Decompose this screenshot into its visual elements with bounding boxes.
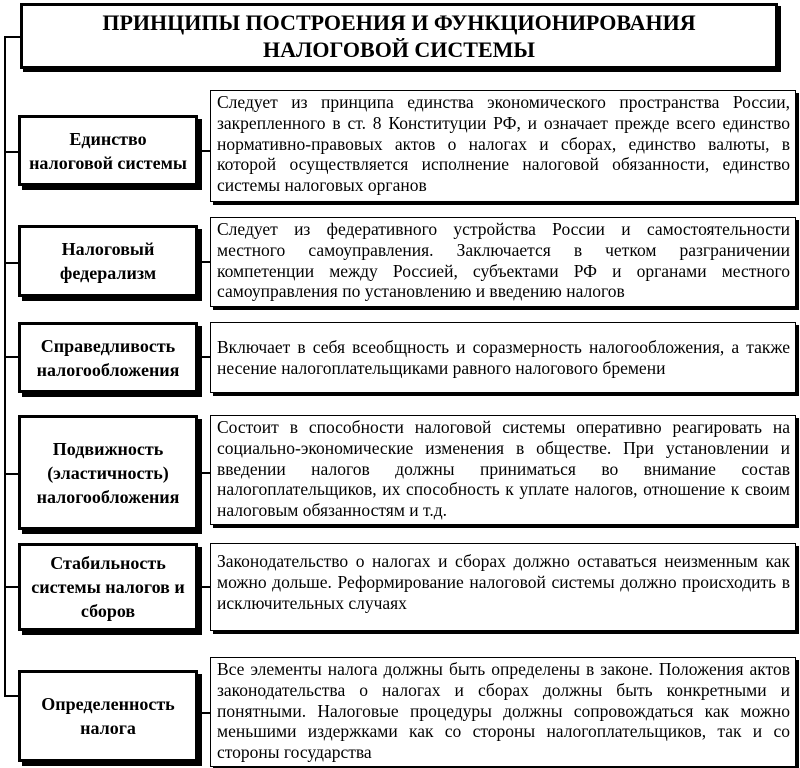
description-unity: Следует из принципа единства экономического пространства России, закрепленного в ст. 8 Конституции РФ, и означает прежде всего единство нормативно-правовых актов о налогах и сборах, единство валюты, в которой осуществляется исполнение налоговой обязанности, единство системы налоговых органов	[210, 90, 796, 202]
description-certainty: Все элементы налога должны быть определены в законе. Положения актов законодательства о налогах и сборах должны быть конкретными и понятными. Налоговые процедуры должны сопровождаться как можно меньшими издержками как со стороны налогоплательщиков, так и со стороны государства	[210, 657, 796, 767]
principle-line: Определенность	[41, 694, 175, 714]
principle-line: налога	[80, 718, 136, 738]
principle-box-certainty	[18, 670, 198, 762]
principle-line: системы налогов и	[31, 577, 185, 597]
principle-line: Единство	[69, 128, 147, 149]
description-federalism: Следует из федеративного устройства России и самостоятельности местного самоуправления. Заключается в четком разграничении компетенции между Россией, субъектами РФ и органами местного самоуправления по установлению и введению налогов	[210, 217, 796, 307]
principle-box-flexibility	[18, 415, 198, 530]
diagram-title	[20, 3, 778, 69]
connector-title	[4, 36, 20, 38]
description-stability: Законодательство о налогах и сборах должно оставаться неизменным как можно дольше. Реформирование налоговой системы должно происходить в исключительных случаях	[210, 543, 796, 631]
principle-line: Подвижность	[52, 438, 164, 459]
principle-line: Справедливость	[40, 335, 176, 356]
principle-box-unity	[18, 115, 198, 186]
title-line-2: НАЛОГОВОЙ СИСТЕМЫ	[262, 37, 536, 62]
description-flexibility: Состоит в способности налоговой системы оперативно реагировать на социально-экономические изменения в обществе. При установлении и введении налогов должны приниматься во внимание состав налогоплательщиков, их способность к уплате налогов, отношение к своим налоговым обязанностям и т.д.	[210, 415, 796, 525]
principle-box-stability	[18, 543, 198, 631]
principle-line: налоговой системы	[29, 152, 187, 173]
principle-line: Стабильность	[50, 553, 166, 573]
principle-line: Налоговый	[61, 239, 155, 259]
principle-box-fairness	[18, 322, 198, 393]
principle-line: федерализм	[59, 263, 157, 283]
principle-line: (эластичность)	[47, 462, 169, 483]
connector-spine	[4, 37, 6, 696]
principle-line: налогообложения	[36, 359, 180, 380]
principle-box-federalism	[18, 225, 198, 297]
principle-line: налогообложения	[36, 486, 180, 507]
description-fairness: Включает в себя всеобщность и соразмерность налогообложения, а также несение налогоплательщиками равного налогового бремени	[210, 322, 796, 393]
title-line-1: ПРИНЦИПЫ ПОСТРОЕНИЯ И ФУНКЦИОНИРОВАНИЯ	[102, 10, 696, 35]
principle-line: сборов	[80, 601, 136, 621]
